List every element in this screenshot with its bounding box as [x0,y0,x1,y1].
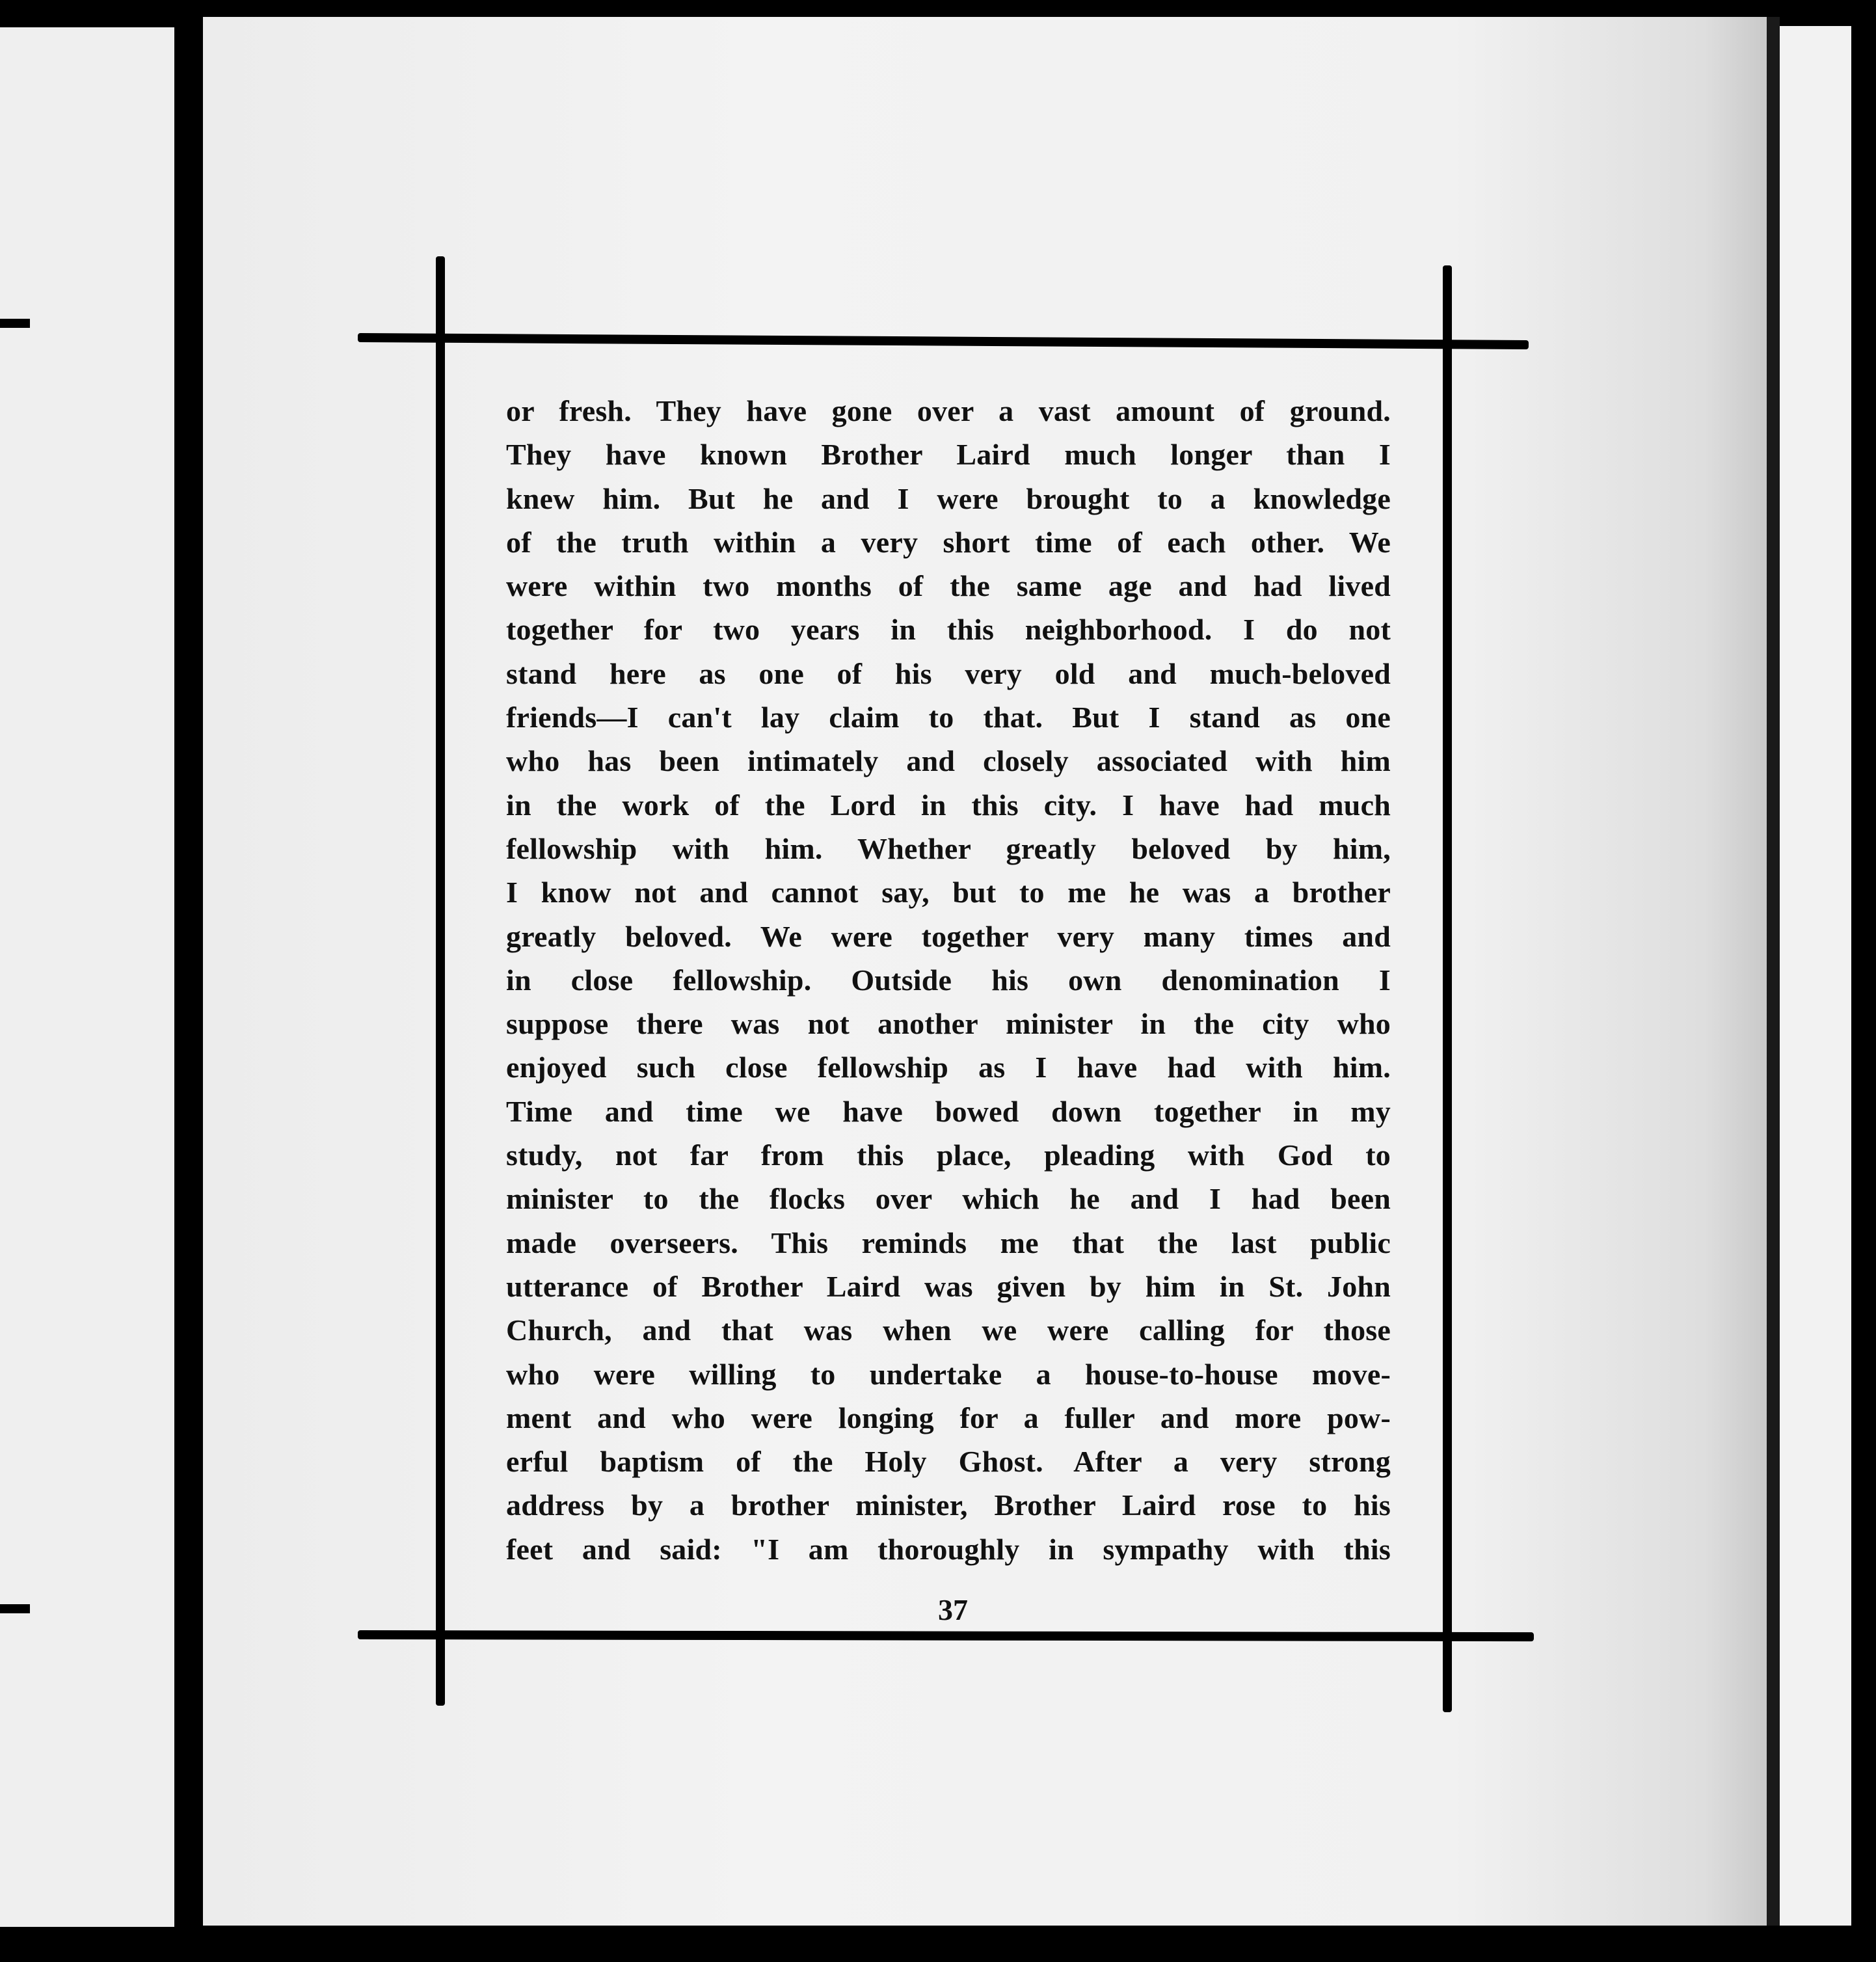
facing-page-left [0,27,174,1927]
page-edge-shadow [1767,17,1780,1926]
text-line: were within two months of the same age and had lived [506,569,1391,603]
text-line: suppose there was not another minister in the city who [506,1007,1391,1041]
border-rule-left [436,256,445,1706]
text-line: enjoyed such close fellowship as I have had with him. [506,1051,1391,1084]
text-line: I know not and cannot say, but to me he was a brother [506,876,1391,909]
text-line: fellowship with him. Whether greatly beloved by him, [506,831,1391,865]
text-line: made overseers. This reminds me that the last public [506,1226,1391,1259]
border-rule-right [1443,265,1452,1712]
text-line: minister to the flocks over which he and I had been [506,1182,1391,1216]
page-number: 37 [938,1593,968,1626]
text-line: who has been intimately and closely associated with him [506,744,1391,778]
facing-page-rule-bottom [0,1604,30,1613]
text-line: Time and time we have bowed down together in my [506,1094,1391,1128]
text-line: together for two years in this neighborhood. I do not [506,613,1391,647]
text-line: stand here as one of his very old and much-beloved [506,656,1391,690]
text-line: erful baptism of the Holy Ghost. After a very strong [506,1445,1391,1479]
text-line: in close fellowship. Outside his own denomination I [506,963,1391,997]
text-line: in the work of the Lord in this city. I have had much [506,788,1391,822]
text-line: greatly beloved. We were together very many times and [506,919,1391,953]
text-line: They have known Brother Laird much longer than I [506,438,1391,472]
text-line: ment and who were longing for a fuller and more pow- [506,1401,1391,1434]
text-line: of the truth within a very short time of each other. We [506,525,1391,559]
text-line: friends—I can't lay claim to that. But I stand as one [506,701,1391,734]
facing-page-rule-top [0,319,30,328]
text-line: who were willing to undertake a house-to-house move- [506,1357,1391,1391]
text-line: utterance of Brother Laird was given by him in St. John [506,1269,1391,1303]
page-edge-paper [1780,26,1851,1926]
text-line: feet and said: "I am thoroughly in sympathy with this [506,1532,1391,1566]
text-line: address by a brother minister, Brother Laird rose to his [506,1488,1391,1522]
text-line: knew him. But he and I were brought to a knowledge [506,481,1391,515]
text-line: study, not far from this place, pleading with God to [506,1138,1391,1172]
text-line: or fresh. They have gone over a vast amount of ground. [506,394,1391,427]
body-text [506,389,1391,1571]
text-line: Church, and that was when we were calling for those [506,1313,1391,1347]
